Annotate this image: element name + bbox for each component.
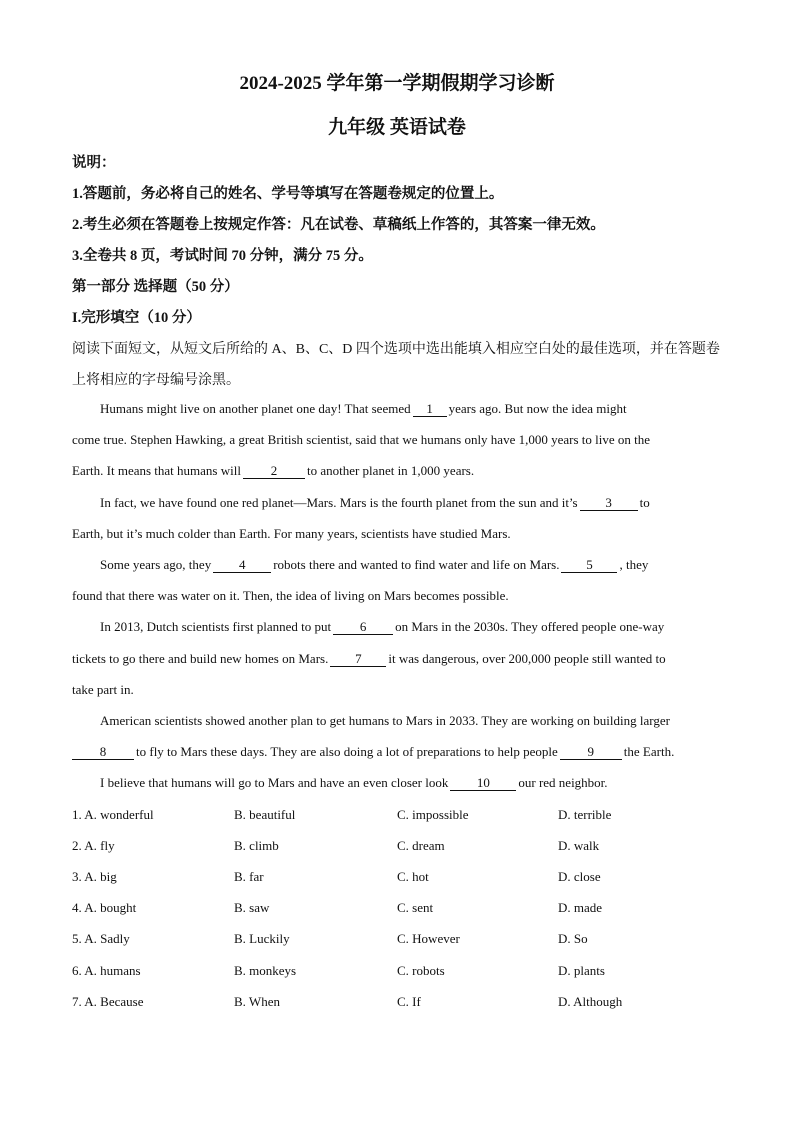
instruction-item: 3.全卷共 8 页，考试时间 70 分钟，满分 75 分。	[72, 248, 373, 264]
blank-1: 1	[413, 402, 447, 417]
blank-10: 10	[450, 776, 516, 791]
passage-line: 8 to fly to Mars these days. They are also doing a lot of preparations to help people 9 the Earth.	[72, 744, 674, 760]
blank-7: 7	[330, 652, 386, 667]
passage-line: Earth. It means that humans will 2 to another planet in 1,000 years.	[72, 463, 475, 478]
passage-line: found that there was water on it. Then, the idea of living on Mars becomes possible.	[72, 588, 509, 603]
blank-6: 6	[333, 620, 393, 635]
passage-line: I believe that humans will go to Mars and have an even closer look 10 our red neighbor.	[100, 775, 608, 790]
option-d[interactable]: D. terrible	[558, 807, 612, 822]
option-b[interactable]: B. monkeys	[234, 963, 297, 978]
option-d[interactable]: D. plants	[558, 963, 605, 978]
blank-2: 2	[243, 464, 305, 479]
passage-line: American scientists showed another plan to get humans to Mars in 2033. They are working on building larger	[100, 713, 670, 728]
instructions-label: 说明：	[72, 155, 116, 171]
part-title: 第一部分 选择题（50 分）	[72, 279, 239, 295]
option-d[interactable]: D. So	[558, 931, 588, 946]
option-a[interactable]: 7. A. Because	[72, 994, 144, 1009]
option-b[interactable]: B. saw	[234, 900, 270, 915]
option-c[interactable]: C. hot	[397, 869, 429, 884]
option-d[interactable]: D. walk	[558, 838, 600, 853]
passage-line: Earth, but it’s much colder than Earth. For many years, scientists have studied Mars.	[72, 526, 511, 541]
option-b[interactable]: B. Luckily	[234, 931, 290, 946]
option-a[interactable]: 4. A. bought	[72, 900, 137, 915]
directions-line: 阅读下面短文，从短文后所给的 A、B、C、D 四个选项中选出能填入相应空白处的最佳选项，并在答题卷	[72, 342, 720, 357]
directions-line: 上将相应的字母编号涂黑。	[72, 373, 240, 388]
option-c[interactable]: C. impossible	[397, 807, 469, 822]
passage-line: In fact, we have found one red planet—Mars. Mars is the fourth planet from the sun and it’s 3 to	[100, 495, 650, 510]
option-b[interactable]: B. When	[234, 994, 280, 1009]
passage-line: come true. Stephen Hawking, a great British scientist, said that we humans only have 1,000 years to live on the	[72, 432, 651, 447]
option-c[interactable]: C. If	[397, 994, 421, 1009]
option-c[interactable]: C. dream	[397, 838, 445, 853]
passage-line: In 2013, Dutch scientists first planned to put 6 on Mars in the 2030s. They offered people one-way	[100, 619, 665, 634]
option-a[interactable]: 6. A. humans	[72, 963, 141, 978]
blank-4: 4	[213, 558, 271, 573]
passage-line: take part in.	[72, 682, 134, 697]
option-a[interactable]: 2. A. fly	[72, 838, 115, 853]
option-d[interactable]: D. made	[558, 900, 603, 915]
option-b[interactable]: B. far	[234, 869, 264, 884]
passage-line: Humans might live on another planet one day! That seemed 1 years ago. But now the idea might	[100, 401, 627, 416]
blank-9: 9	[560, 745, 622, 760]
blank-8: 8	[72, 745, 134, 760]
option-a[interactable]: 3. A. big	[72, 869, 117, 884]
option-a[interactable]: 5. A. Sadly	[72, 931, 130, 946]
blank-3: 3	[580, 496, 638, 511]
option-d[interactable]: D. Although	[558, 994, 623, 1009]
exam-subtitle: 九年级 英语试卷	[328, 117, 466, 138]
option-c[interactable]: C. robots	[397, 963, 445, 978]
blank-5: 5	[561, 558, 617, 573]
option-a[interactable]: 1. A. wonderful	[72, 807, 154, 822]
section-title: I.完形填空（10 分）	[72, 310, 201, 326]
option-d[interactable]: D. close	[558, 869, 601, 884]
option-b[interactable]: B. beautiful	[234, 807, 296, 822]
option-b[interactable]: B. climb	[234, 838, 279, 853]
passage-line: tickets to go there and build new homes on Mars. 7 it was dangerous, over 200,000 people still wanted to	[72, 651, 666, 666]
passage-line: Some years ago, they 4 robots there and wanted to find water and life on Mars. 5 , they	[100, 557, 649, 572]
option-c[interactable]: C. However	[397, 931, 460, 946]
instruction-item: 1.答题前，务必将自己的姓名、学号等填写在答题卷规定的位置上。	[72, 186, 504, 202]
option-c[interactable]: C. sent	[397, 900, 434, 915]
instruction-item: 2.考生必须在答题卷上按规定作答：凡在试卷、草稿纸上作答的，其答案一律无效。	[72, 217, 605, 233]
exam-title: 2024-2025 学年第一学期假期学习诊断	[239, 73, 555, 94]
